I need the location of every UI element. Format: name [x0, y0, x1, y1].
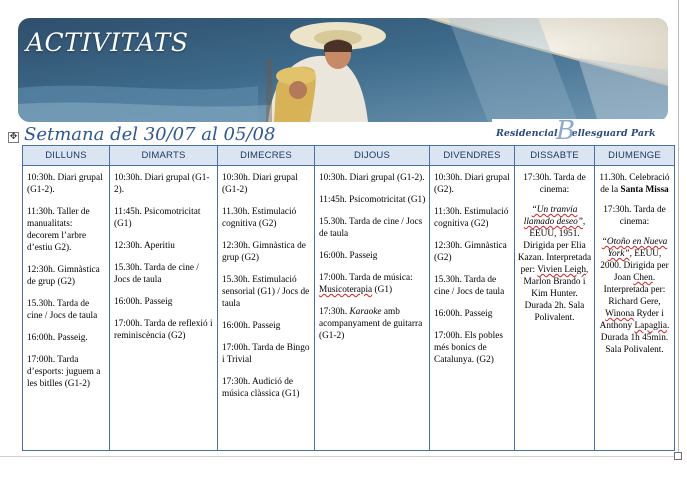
logo-left-text: Residencial	[496, 128, 558, 139]
logo-right-text: ellesguard Park	[571, 128, 656, 139]
activity-entry: 17:00h. Tarda d’esports: juguem a les bitlles (G1-2)	[27, 355, 101, 389]
header-monday: DILLUNS	[23, 146, 110, 166]
activity-entry: 16:00h. Passeig	[319, 251, 378, 261]
header-sunday: DIUMENGE	[595, 146, 675, 166]
director-name: Chen	[633, 273, 653, 283]
logo-monogram: B	[556, 116, 576, 146]
actor-name: Lapaglia	[634, 321, 668, 331]
karaoke-word: Karaoke	[349, 307, 382, 317]
activity-entry: 15.30h. Tarda de cine / Jocs de taula	[319, 217, 423, 239]
activity-entry: 11.30h. Estimulació cognitiva (G2)	[222, 207, 297, 229]
weekly-schedule-table	[22, 145, 675, 451]
activity-entry: 16:00h. Passeig.	[27, 333, 88, 343]
activity-entry: 17:30h. Karaoke amb acompanyament de guitarra (G1-2)	[319, 307, 423, 341]
film-title: “Otoño en Nueva York”	[601, 237, 668, 259]
spellcheck-word: Musicoterapia	[319, 285, 373, 295]
activity-entry: 11.30h. Celebració de la Santa Missa	[599, 173, 670, 195]
move-arrows-icon: ✥	[9, 132, 18, 142]
header-wednesday: DIMECRES	[218, 146, 315, 166]
activity-entry: 17:00h. Tarda de música: Musicoterapia (G1)	[319, 273, 413, 295]
activity-entry: 12:30h. Gimnàstica de grup (G2)	[27, 265, 100, 287]
activity-entry: 12:30h. Gimnàstica de grup (G2)	[222, 241, 306, 263]
banner-title: ACTIVITATS	[26, 28, 189, 57]
header-row	[23, 146, 675, 166]
actor-name: Vivien Leigh	[537, 265, 587, 275]
activity-entry: 15.30h. Tarda de cine / Jocs de taula	[434, 275, 505, 297]
header-friday: DIVENDRES	[430, 146, 515, 166]
activity-entry: 15.30h. Tarda de cine / Jocs de taula	[27, 299, 98, 321]
activity-entry: 17:30h. Tarda de cinema:	[523, 173, 586, 195]
activity-entry: 10:30h. Diari grupal (G1-2).	[319, 173, 425, 183]
film-title: “Un tranvía llamado deseo”	[523, 205, 583, 227]
header-banner	[18, 18, 668, 122]
table-move-handle[interactable]	[8, 132, 19, 143]
header-thursday: DIJOUS	[315, 146, 430, 166]
header-saturday: DISSABTE	[515, 146, 595, 166]
activities-row	[23, 166, 675, 451]
activity-entry: 12:30h. Gimnàstica (G2)	[434, 241, 507, 263]
activity-entry: 17:30h. Audició de música clàssica (G1)	[222, 377, 300, 399]
table-resize-handle[interactable]	[674, 452, 682, 460]
cell-sunday[interactable]	[595, 166, 675, 451]
activity-entry: 11:45h. Psicomotricitat (G1)	[319, 195, 426, 205]
activity-entry: 15.30h. Estimulació sensorial (G1) / Jocs de taula	[222, 275, 310, 309]
activity-entry: 17:00h. Els pobles més bonics de Catalunya. (G2)	[434, 331, 503, 365]
activity-entry: 10:30h. Diari grupal (G1-2).	[27, 173, 103, 195]
cell-wednesday[interactable]	[218, 166, 315, 451]
page-edge-right	[678, 0, 679, 456]
activity-entry: 10:30h. Diari grupal (G2).	[434, 173, 510, 195]
cell-monday[interactable]	[23, 166, 110, 451]
activity-entry: 11:30h. Estimulació cognitiva (G2)	[434, 207, 509, 229]
residence-logo	[492, 116, 670, 147]
mass-name: Santa Missa	[620, 185, 669, 195]
activity-entry: 16:00h. Passeig	[114, 297, 173, 307]
activity-entry: 15.30h. Tarda de cine / Jocs de taula	[114, 263, 199, 285]
actor-name: Winona	[605, 309, 635, 319]
cell-thursday[interactable]	[315, 166, 430, 451]
activity-entry: 17:00h. Tarda de reflexió i reminiscència (G2)	[114, 319, 213, 341]
cell-saturday[interactable]	[515, 166, 595, 451]
activity-entry: 10:30h. Diari grupal (G1-2)	[222, 173, 298, 195]
activity-entry: 17:00h. Tarda de Bingo i Trivial	[222, 343, 310, 365]
cell-friday[interactable]	[430, 166, 515, 451]
page-edge-bottom	[0, 456, 679, 457]
cell-tuesday[interactable]	[110, 166, 218, 451]
header-tuesday: DIMARTS	[110, 146, 218, 166]
activity-entry: 11:30h. Taller de manualitats: decorem l’arbre d’estiu G2).	[27, 207, 90, 253]
film-entry: “Un tranvía llamado deseo”, EEUU, 1951. Dirigida per Elia Kazan. Interpretada per: Vivien Leigh, Marlon Brando i Kim Hunter. Durada 2h. Sala Polivalent.	[517, 205, 592, 323]
week-title: Setmana del 30/07 al 05/08	[24, 124, 276, 145]
activity-entry: 12:30h. Aperitiu	[114, 241, 175, 251]
film-entry: “Otoño en Nueva York”, EEUU, 2000. Dirigida per Joan Chen. Interpretada per: Richard Gere, Winona Ryder i Anthony Lapaglia. Durada 1h 45min. Sala Polivalent.	[599, 237, 670, 355]
activity-entry: 17:30h. Tarda de cinema:	[603, 205, 666, 227]
activity-entry: 16:00h. Passeig	[222, 321, 281, 331]
activity-entry: 16:00h. Passeig	[434, 309, 493, 319]
activity-entry: 11:45h. Psicomotricitat (G1)	[114, 207, 201, 229]
activity-entry: 10:30h. Diari grupal (G1-2).	[114, 173, 210, 195]
